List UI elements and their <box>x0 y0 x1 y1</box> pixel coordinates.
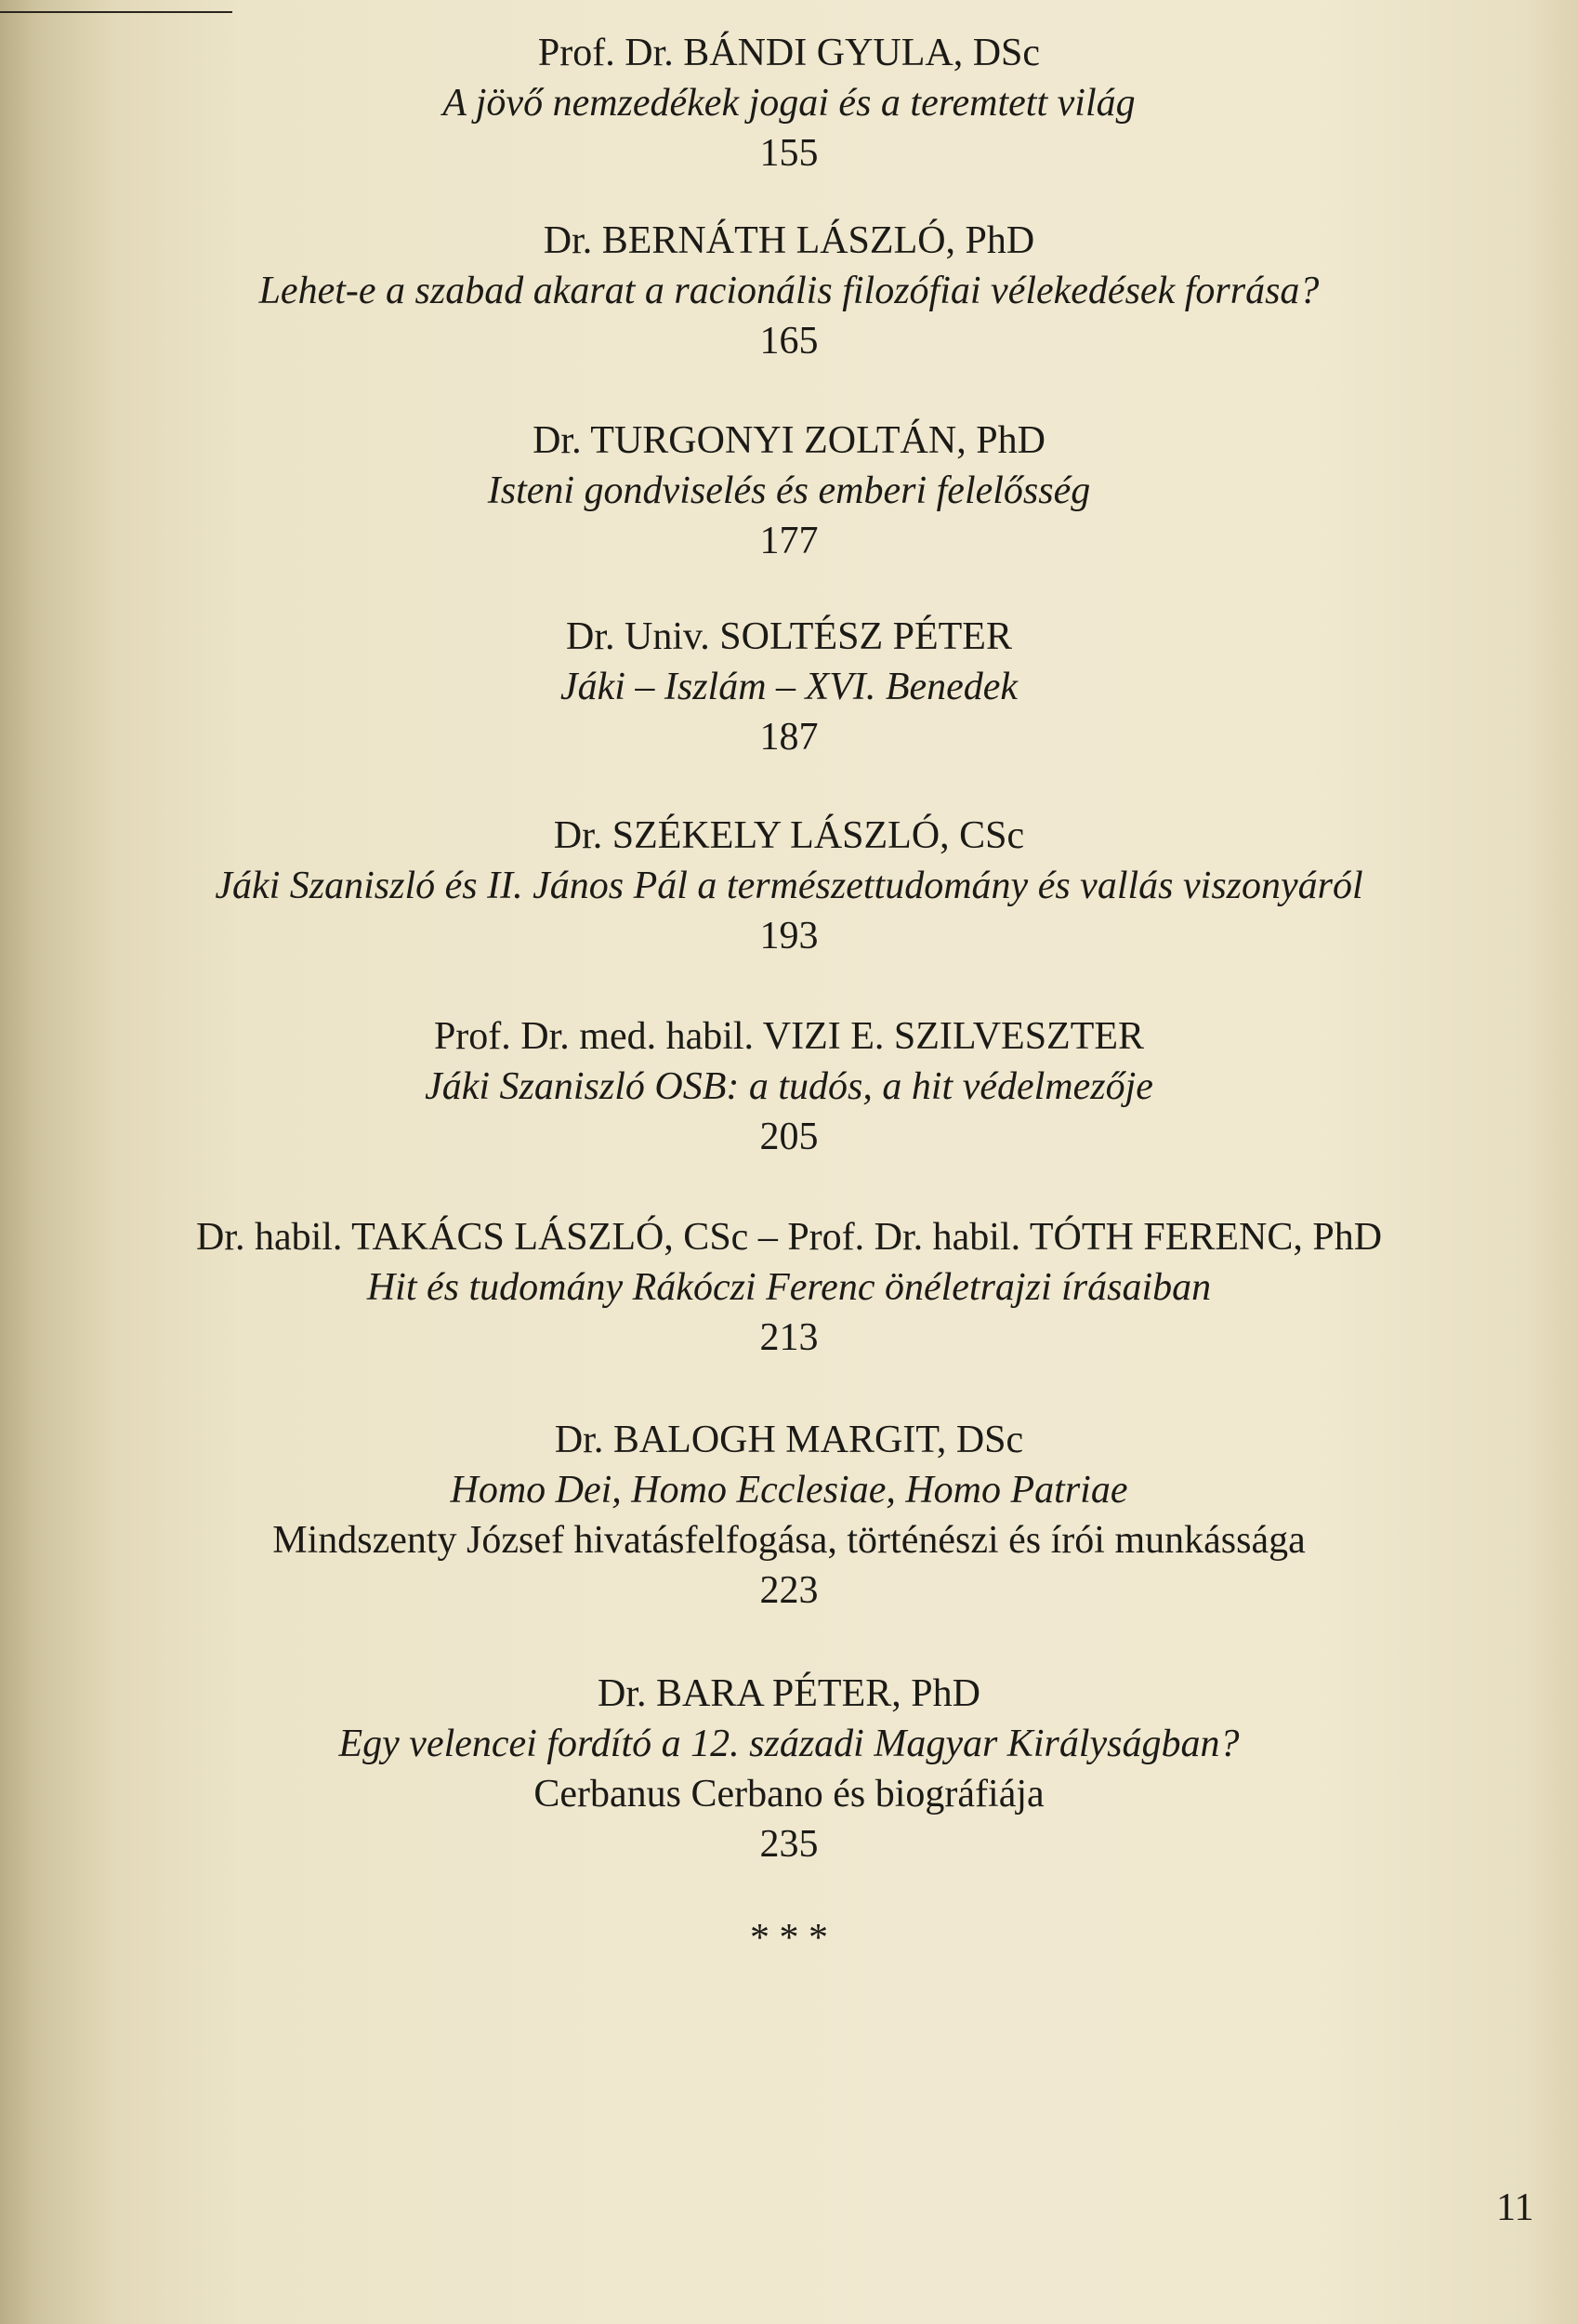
entry-author: Dr. TURGONYI ZOLTÁN, PhD <box>533 419 1045 462</box>
entry-page-number: 205 <box>759 1116 819 1158</box>
toc-entry <box>0 416 1578 566</box>
entry-author: Dr. BARA PÉTER, PhD <box>598 1672 980 1715</box>
toc-entry <box>0 1415 1578 1616</box>
entry-page-number: 235 <box>759 1823 819 1866</box>
section-divider <box>0 1913 1578 1963</box>
entry-author: Dr. Univ. SOLTÉSZ PÉTER <box>566 615 1012 658</box>
asterism: * * * <box>750 1917 828 1960</box>
entry-page-number: 223 <box>759 1569 819 1612</box>
toc-entry <box>0 811 1578 961</box>
entry-page-number: 187 <box>759 716 819 759</box>
toc-entry <box>0 1212 1578 1363</box>
entry-page-number: 155 <box>759 132 819 175</box>
entry-page-number: 213 <box>759 1316 819 1359</box>
entry-author: Dr. BERNÁTH LÁSZLÓ, PhD <box>543 219 1035 262</box>
entry-author: Dr. BALOGH MARGIT, DSc <box>554 1419 1024 1461</box>
top-edge-line <box>0 11 232 13</box>
entry-author: Dr. habil. TAKÁCS LÁSZLÓ, CSc – Prof. Dr. habil. TÓTH FERENC, PhD <box>195 1216 1383 1259</box>
entry-page-number: 177 <box>759 520 819 562</box>
page-folio-number: 11 <box>1496 2186 1534 2229</box>
entry-title: Egy velencei fordító a 12. századi Magyar Királyságban? <box>338 1723 1240 1765</box>
entry-page-number: 193 <box>759 915 819 957</box>
toc-entry <box>0 1011 1578 1162</box>
entry-title: Homo Dei, Homo Ecclesiae, Homo Patriae <box>450 1469 1128 1512</box>
entry-title: Lehet-e a szabad akarat a racionális filozófiai vélekedések forrása? <box>258 270 1320 312</box>
entry-author: Prof. Dr. med. habil. VIZI E. SZILVESZTER <box>433 1015 1145 1058</box>
toc-entry <box>0 1669 1578 1869</box>
entry-title: Jáki Szaniszló OSB: a tudós, a hit védelmezője <box>425 1065 1153 1108</box>
entry-author: Prof. Dr. BÁNDI GYULA, DSc <box>537 32 1041 74</box>
toc-entry <box>0 28 1578 178</box>
entry-author: Dr. SZÉKELY LÁSZLÓ, CSc <box>553 814 1025 857</box>
entry-title: Isteni gondviselés és emberi felelősség <box>487 469 1091 512</box>
toc-entry <box>0 612 1578 762</box>
entry-title: Jáki – Iszlám – XVI. Benedek <box>559 666 1019 708</box>
entry-title: A jövő nemzedékek jogai és a teremtett világ <box>442 82 1136 125</box>
toc-entry <box>0 216 1578 366</box>
entry-title: Jáki Szaniszló és II. János Pál a természettudomány és vallás viszonyáról <box>215 865 1363 907</box>
entry-subtitle: Mindszenty József hivatásfelfogása, történészi és írói munkássága <box>272 1519 1306 1562</box>
entry-title: Hit és tudomány Rákóczi Ferenc önéletrajzi írásaiban <box>366 1266 1212 1309</box>
entry-page-number: 165 <box>759 320 819 363</box>
entry-subtitle: Cerbanus Cerbano és biográfiája <box>533 1773 1045 1816</box>
